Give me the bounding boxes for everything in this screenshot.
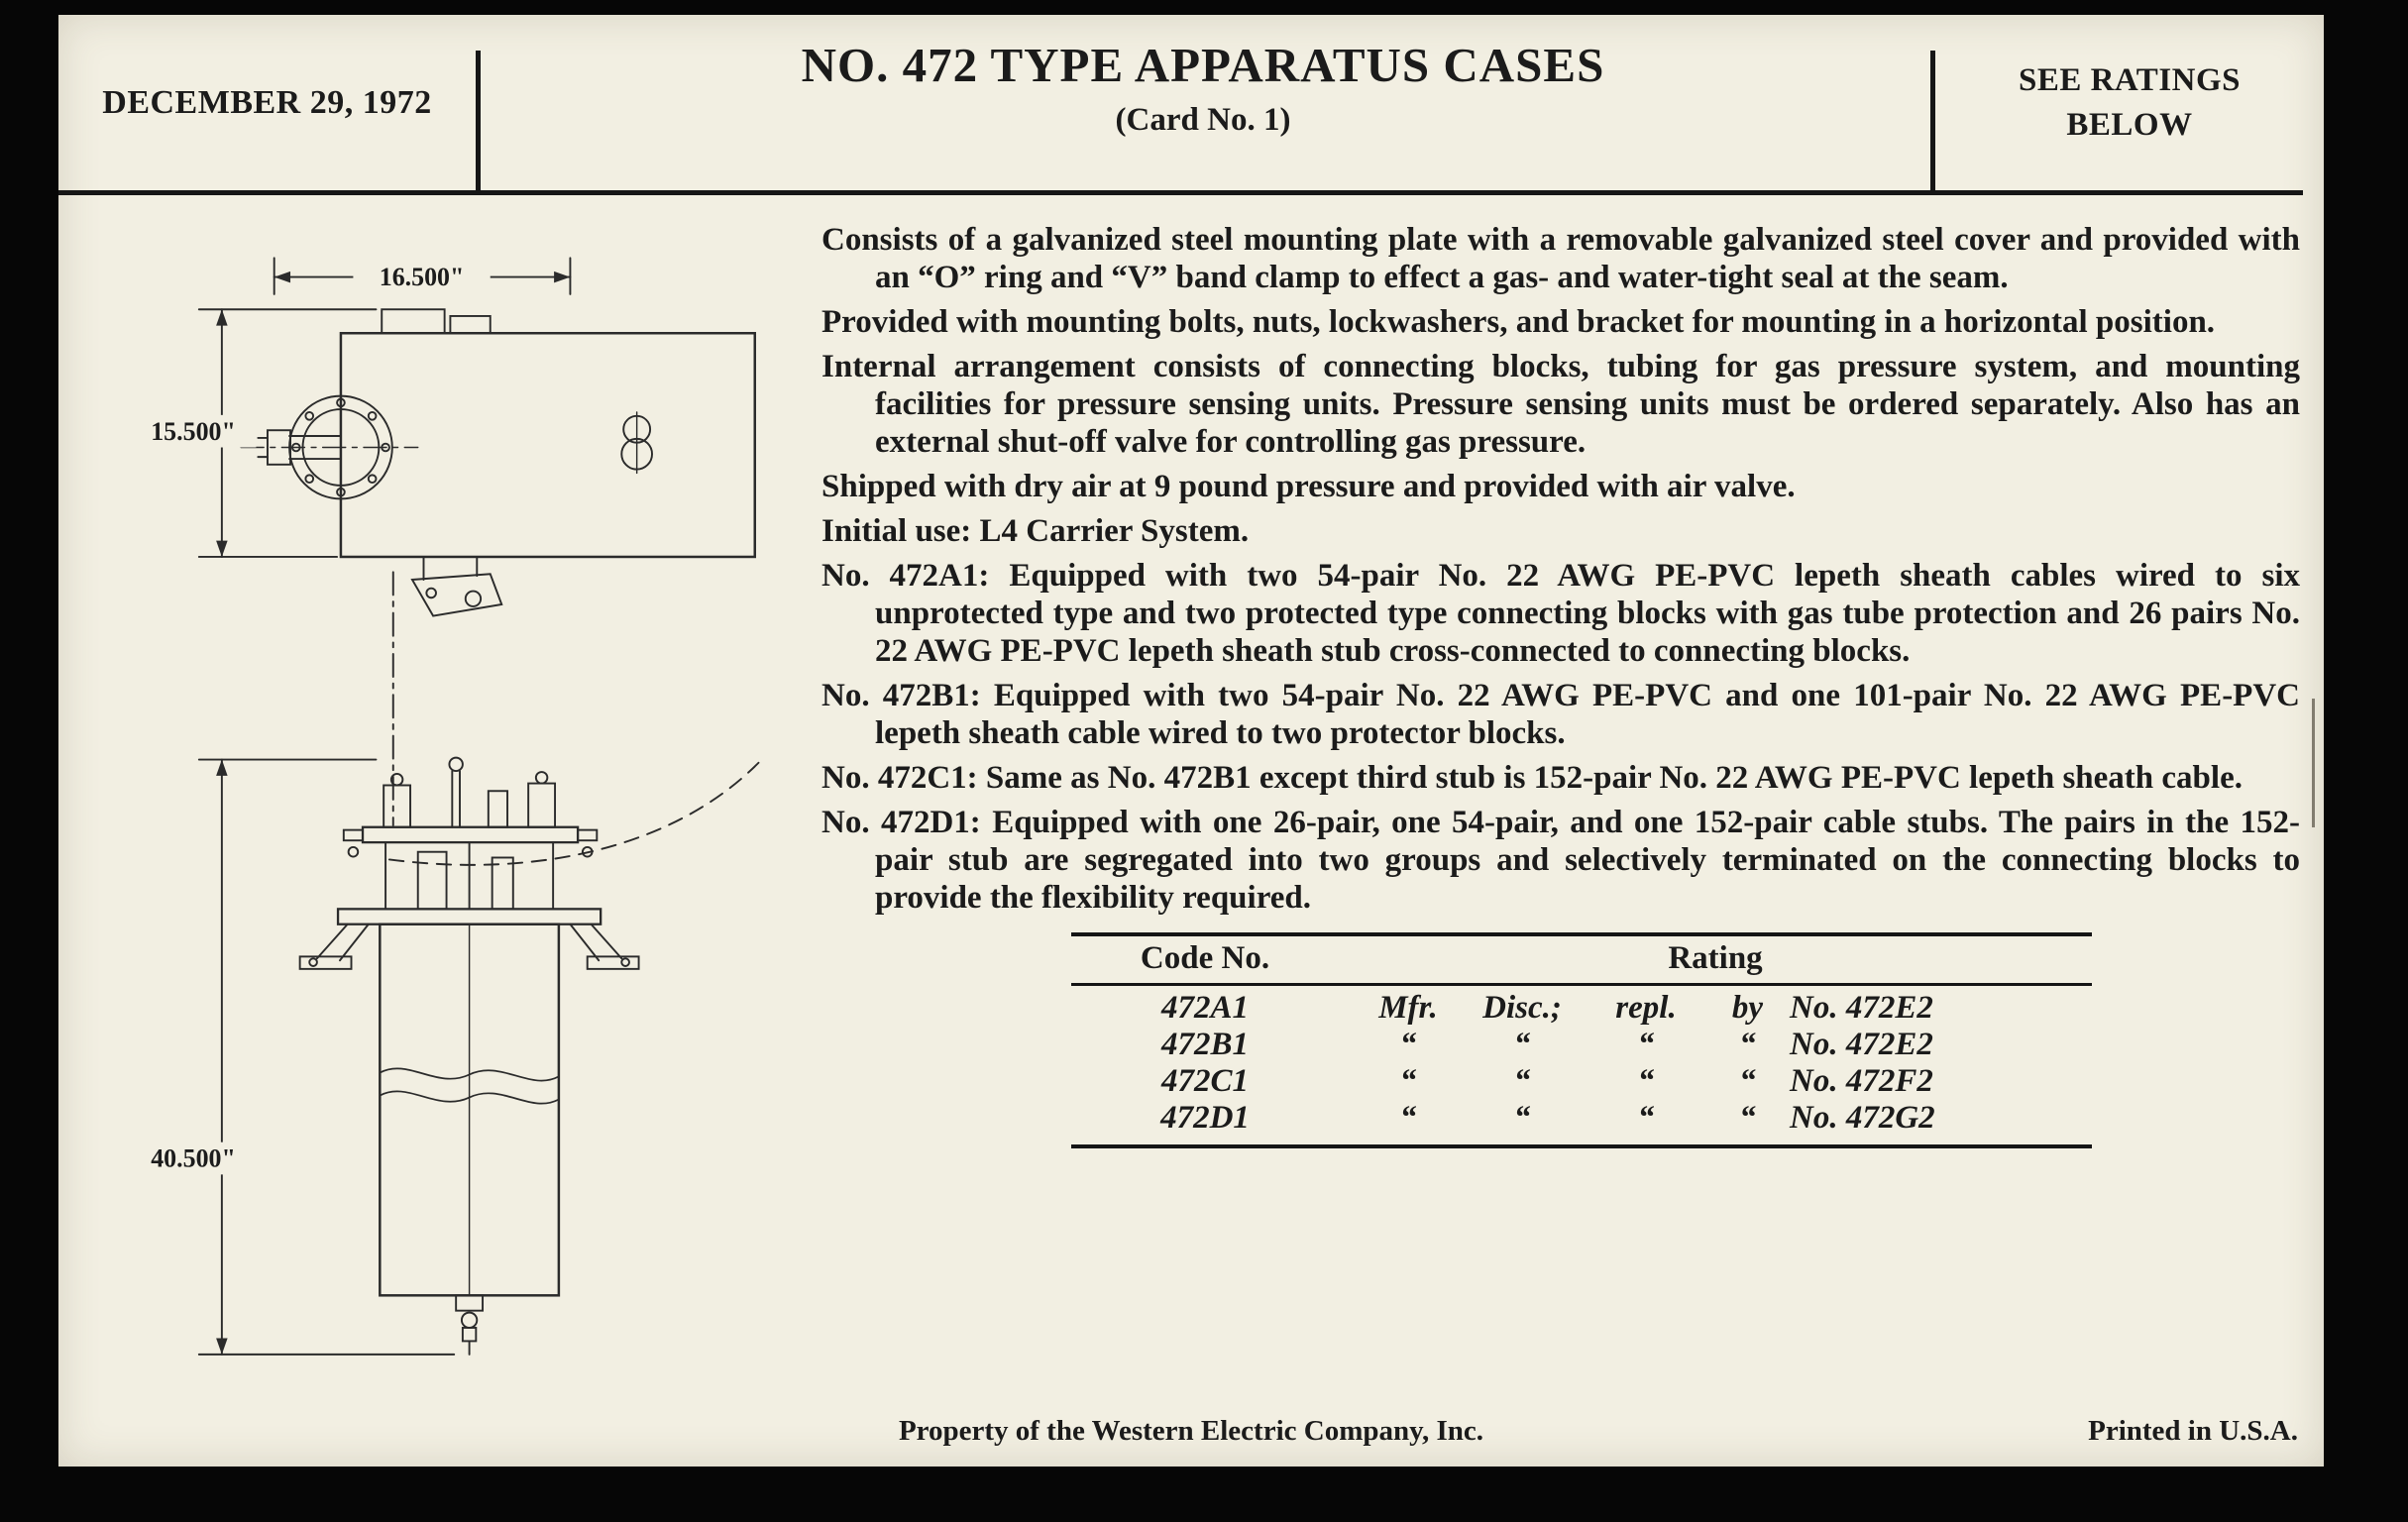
ditto-mark: “ — [1513, 1027, 1531, 1062]
cell-code: 472D1 — [1160, 1100, 1250, 1136]
technical-drawing — [98, 219, 821, 1375]
ditto-mark: “ — [1399, 1027, 1417, 1062]
ditto-mark: “ — [1637, 1063, 1655, 1099]
dimension-height-case — [131, 309, 377, 557]
ditto-mark: “ — [1739, 1063, 1756, 1099]
ditto-mark: “ — [1399, 1063, 1417, 1099]
document-page — [58, 15, 2324, 1467]
cell-rating — [1339, 990, 2092, 1027]
ditto-mark: “ — [1513, 1063, 1531, 1099]
cell-code: 472B1 — [1160, 1027, 1249, 1062]
ratings-note-line1: SEE RATINGS — [2018, 61, 2242, 98]
table-row-472d1 — [1071, 1100, 2092, 1137]
ratings-note-line2: BELOW — [2066, 106, 2193, 143]
table-row-472c1 — [1071, 1063, 2092, 1100]
paragraph-472b1: No. 472B1: Equipped with two 54-pair No. 22 AWG PE-PVC and one 101-pair No. 22 AWG PE-PVC lepeth sheath cable wired to two protector blocks. — [821, 678, 2300, 751]
cell-code: 472C1 — [1160, 1063, 1249, 1099]
ratings-table — [1071, 932, 2092, 1148]
table-row-472b1 — [1071, 1027, 2092, 1063]
table-body — [1071, 986, 2092, 1144]
header-ratings-note — [1935, 15, 2324, 190]
apparatus-end-view — [300, 758, 639, 1355]
paragraph-provided: Provided with mounting bolts, nuts, lockwashers, and bracket for mounting in a horizontal position. — [821, 304, 2216, 340]
dimension-width — [274, 258, 571, 293]
table-header-row — [1071, 936, 2092, 986]
scan-artifact-line — [2312, 699, 2315, 827]
rating-part: Mfr. — [1378, 990, 1438, 1026]
col-header-rating: Rating — [1668, 940, 1763, 976]
page-title: NO. 472 TYPE APPARATUS CASES — [801, 38, 1605, 92]
footer — [58, 1415, 2324, 1451]
paragraph-initial-use: Initial use: L4 Carrier System. — [821, 513, 1250, 549]
cell-rating — [1339, 1027, 2092, 1063]
ditto-mark: “ — [1399, 1100, 1417, 1136]
rating-part: No. 472F2 — [1790, 1063, 1933, 1099]
dim-width-label: 16.500" — [379, 263, 465, 292]
date-text: DECEMBER 29, 1972 — [102, 83, 432, 121]
page-subtitle: (Card No. 1) — [1115, 102, 1291, 138]
rating-part: No. 472G2 — [1790, 1100, 1935, 1136]
cell-rating — [1339, 1063, 2092, 1100]
main-content — [58, 195, 2324, 1375]
ditto-mark: “ — [1513, 1100, 1531, 1136]
footer-property-note: Property of the Western Electric Company, Inc. — [898, 1415, 1484, 1447]
case-top-view — [241, 309, 755, 615]
dimension-height-overall — [131, 760, 455, 1355]
dim-height-overall-label: 40.500" — [151, 1143, 236, 1173]
ditto-mark: “ — [1637, 1100, 1655, 1136]
swing-arc — [389, 757, 764, 865]
rating-part: repl. — [1615, 990, 1677, 1026]
paragraph-472a1: No. 472A1: Equipped with two 54-pair No. 22 AWG PE-PVC lepeth sheath cables wired to six unprotected type and two protected type connecting blocks with gas tube protection and 26 pairs No. 22 AWG PE-PVC lepeth sheath stub cross-connected to connecting blocks. — [821, 558, 2300, 669]
col-header-code: Code No. — [1140, 940, 1270, 976]
cell-rating — [1339, 1100, 2092, 1137]
footer-printed-note: Printed in U.S.A. — [2088, 1415, 2298, 1447]
rating-part: No. 472E2 — [1790, 1027, 1933, 1062]
paragraph-consists: Consists of a galvanized steel mounting plate with a removable galvanized steel cover and provided with an “O” ring and “V” band clamp to effect a gas- and water-tight seal at the seam. — [821, 222, 2300, 295]
ditto-mark: “ — [1739, 1100, 1756, 1136]
cell-code: 472A1 — [1160, 990, 1249, 1026]
ditto-mark: “ — [1637, 1027, 1655, 1062]
ditto-mark: “ — [1739, 1027, 1756, 1062]
description-column — [821, 219, 2300, 1375]
paragraph-internal: Internal arrangement consists of connecting blocks, tubing for gas pressure system, and mounting facilities for pressure sensing units. Pressure sensing units must be ordered separately. Also has an external shut-off valve for controlling gas pressure. — [821, 349, 2300, 460]
apparatus-drawing — [98, 243, 821, 1375]
header-date-cell — [58, 15, 476, 190]
header-title-block — [481, 15, 1925, 190]
rating-part: Disc.; — [1482, 990, 1562, 1026]
dim-height-case-label: 15.500" — [151, 416, 236, 446]
rating-part: by — [1731, 990, 1764, 1026]
rating-part: No. 472E2 — [1790, 990, 1933, 1026]
table-row-472a1 — [1071, 990, 2092, 1027]
header — [58, 15, 2324, 190]
paragraph-shipped: Shipped with dry air at 9 pound pressure and provided with air valve. — [821, 469, 1796, 504]
paragraph-472d1: No. 472D1: Equipped with one 26-pair, one 54-pair, and one 152-pair cable stubs. The pairs in the 152-pair stub are segregated into two groups and selectively terminated on the connecting blocks to provide the flexibility required. — [821, 805, 2300, 916]
paragraph-472c1: No. 472C1: Same as No. 472B1 except third stub is 152-pair No. 22 AWG PE-PVC lepeth sheath cable. — [821, 760, 2243, 796]
